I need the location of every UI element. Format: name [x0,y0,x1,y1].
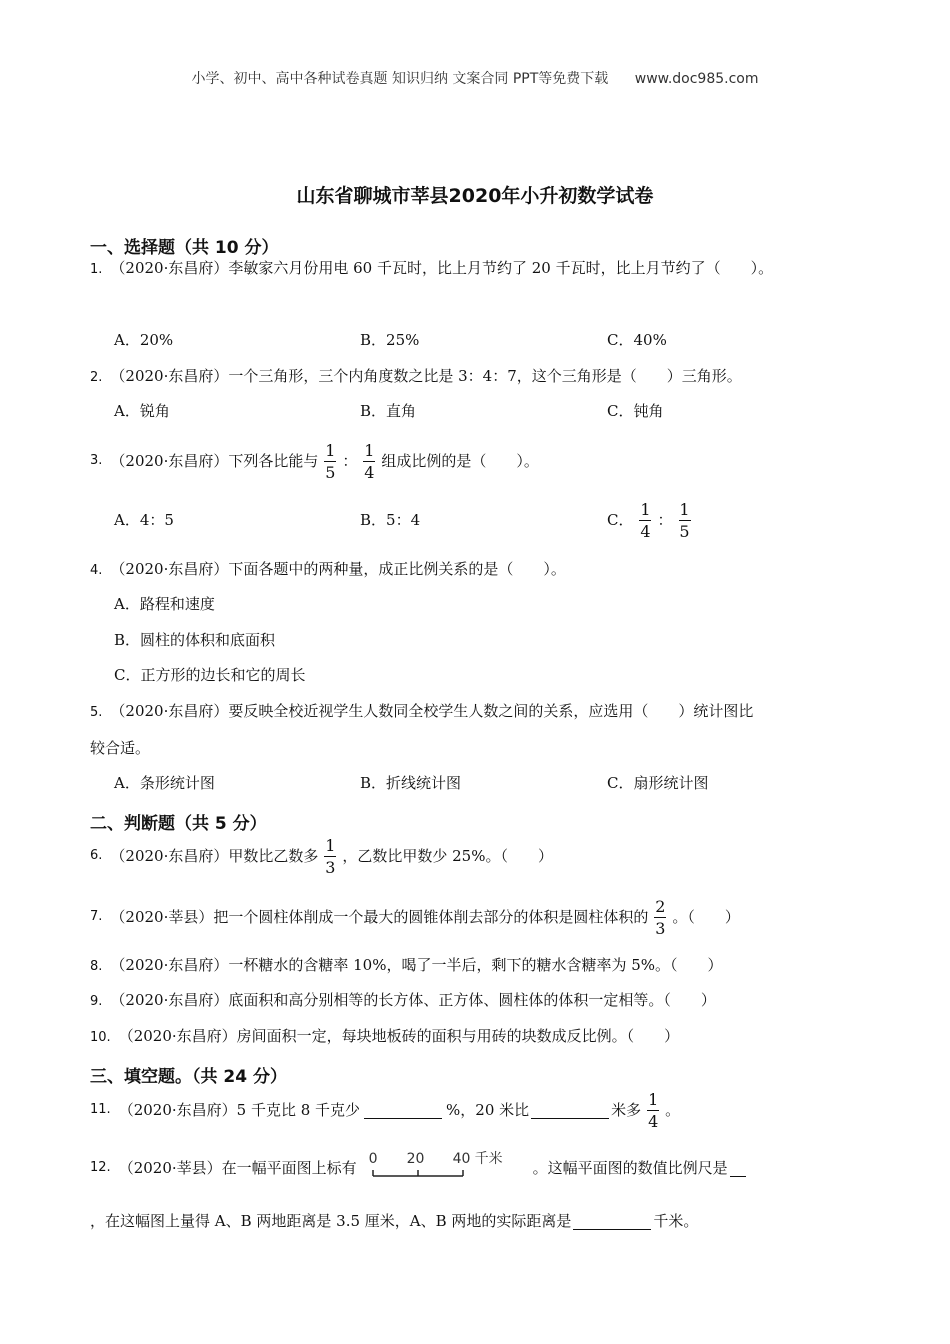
question-4 [90,559,566,581]
numerator: 1 [325,440,336,460]
question-text: （2020·东昌府）一个三角形，三个内角度数之比是 3：4：7，这个三角形是（ ）三角形。 [110,367,742,385]
scale-label-20: 20 [406,1151,425,1167]
question-text: 。这幅平面图的数值比例尺是 [532,1159,728,1177]
question-number: 3. [90,453,103,468]
scale-label-0: 0 [368,1151,378,1167]
question-text: ，乙数比甲数少 25%。（ ） [342,847,553,865]
question-number: 9. [90,994,103,1009]
question-number: 11. [90,1102,111,1117]
q3-option-b: B．5：4 [360,511,421,529]
header-site[interactable]: www.doc985.com [634,71,759,87]
fraction [363,442,375,481]
q1-option-b: B．25% [360,331,420,349]
fraction [654,898,666,937]
denominator: 5 [679,521,690,541]
question-number: 4. [90,563,103,578]
answer-blank[interactable] [364,1102,442,1119]
question-text: 组成比例的是（ ）。 [381,452,539,470]
denominator: 5 [325,462,336,482]
q2-option-b: B．直角 [360,402,417,420]
section-fill-heading: 三、填空题。（共 24 分） [90,1067,287,1087]
ratio-colon: ： [342,452,358,470]
section-judge-heading: 二、判断题（共 5 分） [90,814,267,834]
scale-bar-icon [365,1155,525,1181]
q3-option-c [607,498,697,542]
question-text: 千米。 [653,1212,699,1230]
question-text: 。（ ） [672,908,740,926]
question-number: 5. [90,705,103,720]
question-10 [90,1026,679,1048]
question-text: （2020·莘县）把一个圆柱体削成一个最大的圆锥体削去部分的体积是圆柱体积的 [110,908,649,926]
question-number: 10. [90,1030,111,1045]
numerator: 1 [640,499,651,519]
question-text: （2020·东昌府）底面积和高分别相等的长方体、正方体、圆柱体的体积一定相等。（ ） [110,991,716,1009]
question-text: ，在这幅图上量得 A、B 两地距离是 3.5 厘米，A、B 两地的实际距离是 [90,1212,572,1230]
q4-option-b: B．圆柱的体积和底面积 [114,631,276,649]
question-12-continued [90,1211,698,1231]
ratio-colon: ： [657,511,673,529]
question-9 [90,990,716,1012]
page-header [0,68,950,88]
question-text: （2020·东昌府）要反映全校近视学生人数同全校学生人数之间的关系，应选用（ ）统计图比 [110,702,754,720]
question-5 [90,701,753,723]
scale-unit: 千米 [474,1151,503,1167]
numerator: 2 [655,896,666,916]
fraction [324,442,336,481]
fraction [639,501,651,540]
answer-blank[interactable] [531,1102,609,1119]
q3-option-a: A．4：5 [114,511,174,529]
question-text: （2020·东昌府）甲数比乙数多 [110,847,319,865]
question-6 [90,834,553,878]
question-text: 。 [665,1101,681,1119]
denominator: 3 [325,857,336,877]
answer-blank[interactable] [573,1213,651,1230]
question-text: （2020·东昌府）下面各题中的两种量，成正比例关系的是（ ）。 [110,560,566,578]
q4-option-c: C．正方形的边长和它的周长 [114,666,306,684]
question-text: （2020·莘县）在一幅平面图上标有 [118,1159,357,1177]
numerator: 1 [679,499,690,519]
scale-label-40: 40 [452,1151,471,1167]
page-title: 山东省聊城市莘县2020年小升初数学试卷 [296,185,654,207]
fraction [324,837,336,876]
question-text: （2020·东昌府）李敏家六月份用电 60 千瓦时，比上月节约了 20 千瓦时，比上月节约了（ ）。 [110,259,774,277]
q1-option-a: A．20% [114,331,174,349]
question-1 [90,258,773,280]
question-5-continued: 较合适。 [90,739,151,757]
scale-bar-figure [365,1151,525,1181]
question-11 [90,1088,680,1132]
answer-blank[interactable] [730,1160,746,1177]
question-number: 1. [90,262,103,277]
question-7 [90,895,740,939]
section-choice-heading: 一、选择题（共 10 分） [90,238,279,258]
q5-option-b: B．折线统计图 [360,774,462,792]
q4-option-a: A．路程和速度 [114,595,215,613]
question-8 [90,955,723,977]
question-text: （2020·东昌府）房间面积一定，每块地板砖的面积与用砖的块数成反比例。（ ） [118,1027,680,1045]
numerator: 1 [325,835,336,855]
option-label: C． [607,511,634,529]
question-2 [90,366,742,388]
question-text: （2020·东昌府）5 千克比 8 千克少 [118,1101,361,1119]
q2-option-c: C．钝角 [607,402,664,420]
denominator: 4 [648,1111,659,1131]
denominator: 3 [655,918,666,938]
numerator: 1 [648,1089,659,1109]
question-number: 7. [90,909,103,924]
question-text: %，20 米比 [446,1101,530,1119]
denominator: 4 [364,462,375,482]
question-text: （2020·东昌府）下列各比能与 [110,452,319,470]
denominator: 4 [640,521,651,541]
question-12 [90,1148,746,1188]
question-number: 2. [90,370,103,385]
q5-option-c: C．扇形统计图 [607,774,709,792]
question-number: 8. [90,959,103,974]
q1-option-c: C．40% [607,331,667,349]
question-number: 12. [90,1160,111,1175]
q2-option-a: A．锐角 [114,402,170,420]
numerator: 1 [364,440,375,460]
fraction [679,501,691,540]
question-number: 6. [90,848,103,863]
question-3 [90,439,539,483]
fraction [647,1091,659,1130]
header-text: 小学、初中、高中各种试卷真题 知识归纳 文案合同 PPT等免费下载 [191,71,609,87]
question-text: 米多 [611,1101,642,1119]
q5-option-a: A．条形统计图 [114,774,215,792]
question-text: （2020·东昌府）一杯糖水的含糖率 10%，喝了一半后，剩下的糖水含糖率为 5%。（ ） [110,956,723,974]
